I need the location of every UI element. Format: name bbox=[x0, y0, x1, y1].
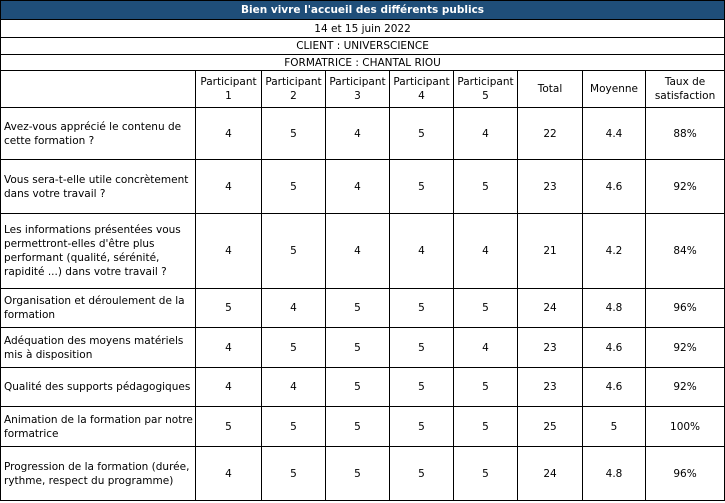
training-date: 14 et 15 juin 2022 bbox=[1, 20, 725, 38]
score-cell: 5 bbox=[390, 368, 454, 407]
total-cell: 23 bbox=[518, 368, 583, 407]
header-participant-5: Participant 5 bbox=[454, 71, 518, 108]
header-participant-2: Participant 2 bbox=[262, 71, 326, 108]
table-row bbox=[1, 214, 725, 289]
total-cell: 22 bbox=[518, 108, 583, 160]
score-cell: 5 bbox=[454, 160, 518, 214]
average-cell: 4.8 bbox=[583, 289, 646, 328]
average-cell: 4.2 bbox=[583, 214, 646, 289]
question-cell: Animation de la formation par notre formatrice bbox=[1, 407, 196, 447]
satisfaction-rate-cell: 84% bbox=[646, 214, 725, 289]
score-cell: 5 bbox=[390, 289, 454, 328]
score-cell: 5 bbox=[390, 328, 454, 368]
table-row bbox=[1, 289, 725, 328]
satisfaction-rate-cell: 96% bbox=[646, 447, 725, 501]
total-cell: 24 bbox=[518, 447, 583, 501]
total-cell: 23 bbox=[518, 328, 583, 368]
score-cell: 5 bbox=[326, 447, 390, 501]
question-cell: Qualité des supports pédagogiques bbox=[1, 368, 196, 407]
satisfaction-rate-cell: 92% bbox=[646, 160, 725, 214]
score-cell: 5 bbox=[326, 368, 390, 407]
score-cell: 4 bbox=[326, 214, 390, 289]
table-row bbox=[1, 108, 725, 160]
average-cell: 4.8 bbox=[583, 447, 646, 501]
question-cell: Adéquation des moyens matériels mis à disposition bbox=[1, 328, 196, 368]
header-blank bbox=[1, 71, 196, 108]
question-cell: Vous sera-t-elle utile concrètement dans votre travail ? bbox=[1, 160, 196, 214]
table-row bbox=[1, 328, 725, 368]
question-cell: Organisation et déroulement de la formation bbox=[1, 289, 196, 328]
score-cell: 4 bbox=[196, 447, 262, 501]
score-cell: 4 bbox=[196, 368, 262, 407]
question-cell: Les informations présentées vous permettront-elles d'être plus performant (qualité, sérénité, rapidité ...) dans votre travail ? bbox=[1, 214, 196, 289]
trainer-name: FORMATRICE : CHANTAL RIOU bbox=[1, 55, 725, 71]
average-cell: 4.4 bbox=[583, 108, 646, 160]
score-cell: 4 bbox=[326, 108, 390, 160]
score-cell: 5 bbox=[262, 214, 326, 289]
score-cell: 5 bbox=[390, 108, 454, 160]
total-cell: 21 bbox=[518, 214, 583, 289]
score-cell: 5 bbox=[390, 447, 454, 501]
score-cell: 5 bbox=[262, 160, 326, 214]
score-cell: 5 bbox=[262, 407, 326, 447]
satisfaction-rate-cell: 92% bbox=[646, 328, 725, 368]
total-cell: 24 bbox=[518, 289, 583, 328]
score-cell: 4 bbox=[196, 328, 262, 368]
total-cell: 25 bbox=[518, 407, 583, 447]
score-cell: 5 bbox=[262, 108, 326, 160]
score-cell: 5 bbox=[262, 328, 326, 368]
total-cell: 23 bbox=[518, 160, 583, 214]
score-cell: 5 bbox=[390, 407, 454, 447]
question-cell: Avez-vous apprécié le contenu de cette formation ? bbox=[1, 108, 196, 160]
sheet-title: Bien vivre l'accueil des différents publics bbox=[1, 1, 725, 20]
average-cell: 4.6 bbox=[583, 368, 646, 407]
score-cell: 5 bbox=[454, 407, 518, 447]
satisfaction-rate-cell: 92% bbox=[646, 368, 725, 407]
score-cell: 4 bbox=[454, 328, 518, 368]
question-cell: Progression de la formation (durée, rythme, respect du programme) bbox=[1, 447, 196, 501]
header-participant-4: Participant 4 bbox=[390, 71, 454, 108]
table-row bbox=[1, 160, 725, 214]
average-cell: 4.6 bbox=[583, 160, 646, 214]
score-cell: 5 bbox=[454, 368, 518, 407]
satisfaction-rate-cell: 88% bbox=[646, 108, 725, 160]
score-cell: 4 bbox=[196, 214, 262, 289]
average-cell: 5 bbox=[583, 407, 646, 447]
score-cell: 5 bbox=[196, 407, 262, 447]
score-cell: 5 bbox=[390, 160, 454, 214]
score-cell: 5 bbox=[262, 447, 326, 501]
header-moyenne: Moyenne bbox=[583, 71, 646, 108]
table-row bbox=[1, 368, 725, 407]
table-row bbox=[1, 407, 725, 447]
score-cell: 5 bbox=[326, 328, 390, 368]
score-cell: 5 bbox=[196, 289, 262, 328]
client-name: CLIENT : UNIVERSCIENCE bbox=[1, 38, 725, 55]
satisfaction-rate-cell: 96% bbox=[646, 289, 725, 328]
score-cell: 4 bbox=[454, 108, 518, 160]
score-cell: 4 bbox=[326, 160, 390, 214]
average-cell: 4.6 bbox=[583, 328, 646, 368]
score-cell: 5 bbox=[326, 289, 390, 328]
score-cell: 4 bbox=[390, 214, 454, 289]
score-cell: 4 bbox=[262, 289, 326, 328]
score-cell: 4 bbox=[196, 160, 262, 214]
score-cell: 5 bbox=[326, 407, 390, 447]
score-cell: 4 bbox=[196, 108, 262, 160]
score-cell: 4 bbox=[454, 214, 518, 289]
score-cell: 4 bbox=[262, 368, 326, 407]
table-row bbox=[1, 447, 725, 501]
column-header-row bbox=[1, 71, 725, 108]
header-participant-1: Participant 1 bbox=[196, 71, 262, 108]
score-cell: 5 bbox=[454, 447, 518, 501]
header-taux-satisfaction: Taux de satisfaction bbox=[646, 71, 725, 108]
header-participant-3: Participant 3 bbox=[326, 71, 390, 108]
header-total: Total bbox=[518, 71, 583, 108]
score-cell: 5 bbox=[454, 289, 518, 328]
satisfaction-rate-cell: 100% bbox=[646, 407, 725, 447]
